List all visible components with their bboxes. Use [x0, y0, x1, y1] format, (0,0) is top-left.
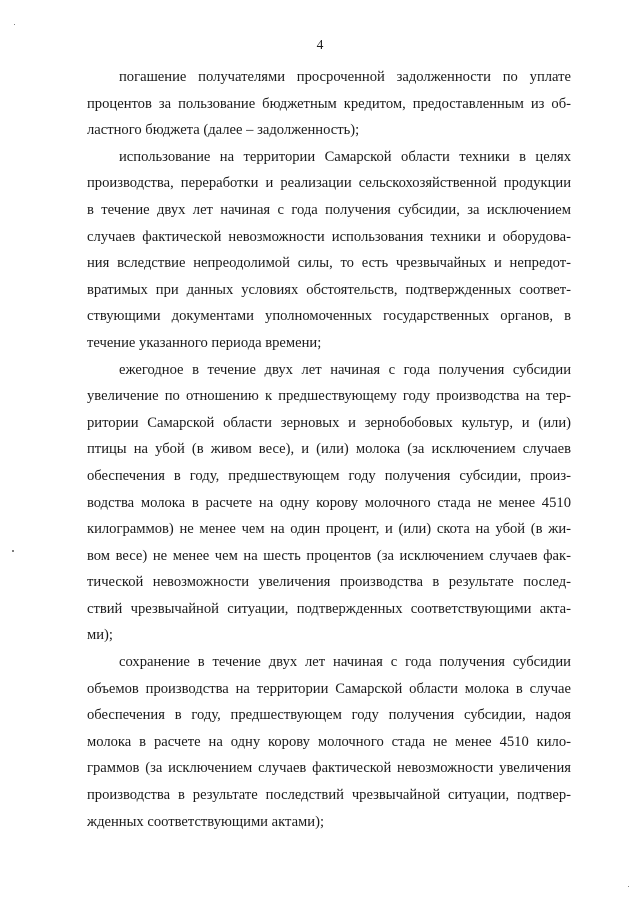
text-line: ми); — [87, 627, 113, 644]
text-line: молока в расчете на одну корову молочного стада не менее 4510 кило- — [87, 733, 571, 750]
text-line: тической невозможности увеличения производства в результате послед- — [87, 574, 571, 591]
paragraph — [87, 649, 571, 835]
text-line: обеспечения в году, предшествующем году получения субсидии, надоя — [87, 707, 571, 724]
text-line: ствующими документами уполномоченных государственных органов, в — [87, 308, 571, 325]
text-line: ежегодное в течение двух лет начиная с года получения субсидии — [119, 361, 571, 378]
text-line: ния вследствие непреодолимой силы, то есть чрезвычайных и непредот- — [87, 255, 571, 272]
text-line: в течение двух лет начиная с года получения субсидии, за исключением — [87, 201, 571, 218]
text-line: птицы на убой (в живом весе), и (или) молока (за исключением случаев — [87, 441, 571, 458]
text-line: вратимых при данных условиях обстоятельств, подтвержденных соответ- — [87, 281, 571, 298]
text-line: граммов (за исключением случаев фактической невозможности увеличения — [87, 760, 571, 777]
text-line: ластного бюджета (далее – задолженность); — [87, 122, 360, 139]
document-body — [87, 64, 571, 835]
text-line: вом весе) не менее чем на шесть процентов (за исключением случаев фак- — [87, 547, 571, 564]
text-line: увеличение по отношению к предшествующему году производства на тер- — [87, 388, 571, 405]
text-line: случаев фактической невозможности использования техники и оборудова- — [87, 228, 571, 245]
text-line: использование на территории Самарской области техники в целях — [119, 148, 571, 165]
text-line: жденных соответствующими актами); — [87, 813, 325, 830]
scan-speck — [12, 550, 14, 552]
scan-speck — [628, 886, 629, 887]
text-line: обеспечения в году, предшествующем году получения субсидии, произ- — [87, 467, 571, 484]
text-line: водства молока в расчете на одну корову молочного стада не менее 4510 — [87, 494, 571, 511]
page-number: 4 — [316, 37, 324, 52]
text-line: килограммов) не менее чем на один процент, и (или) скота на убой (в жи- — [87, 521, 571, 538]
text-line: ритории Самарской области зерновых и зернобобовых культур, и (или) — [87, 414, 571, 431]
paragraph — [87, 144, 571, 357]
paragraph — [87, 64, 571, 144]
text-line: производства, переработки и реализации сельскохозяйственной продукции — [87, 175, 571, 192]
text-line: производства в результате последствий чрезвычайной ситуации, подтвер- — [87, 787, 571, 804]
paragraph — [87, 357, 571, 650]
text-line: объемов производства на территории Самарской области молока в случае — [87, 680, 571, 697]
text-line: ствий чрезвычайной ситуации, подтвержденных соответствующими акта- — [87, 600, 571, 617]
scan-speck — [14, 24, 15, 25]
text-line: течение указанного периода времени; — [87, 334, 322, 351]
text-line: погашение получателями просроченной задолженности по уплате — [119, 69, 571, 85]
text-line: сохранение в течение двух лет начиная с года получения субсидии — [119, 654, 571, 671]
text-line: процентов за пользование бюджетным кредитом, предоставленным из об- — [87, 95, 571, 112]
